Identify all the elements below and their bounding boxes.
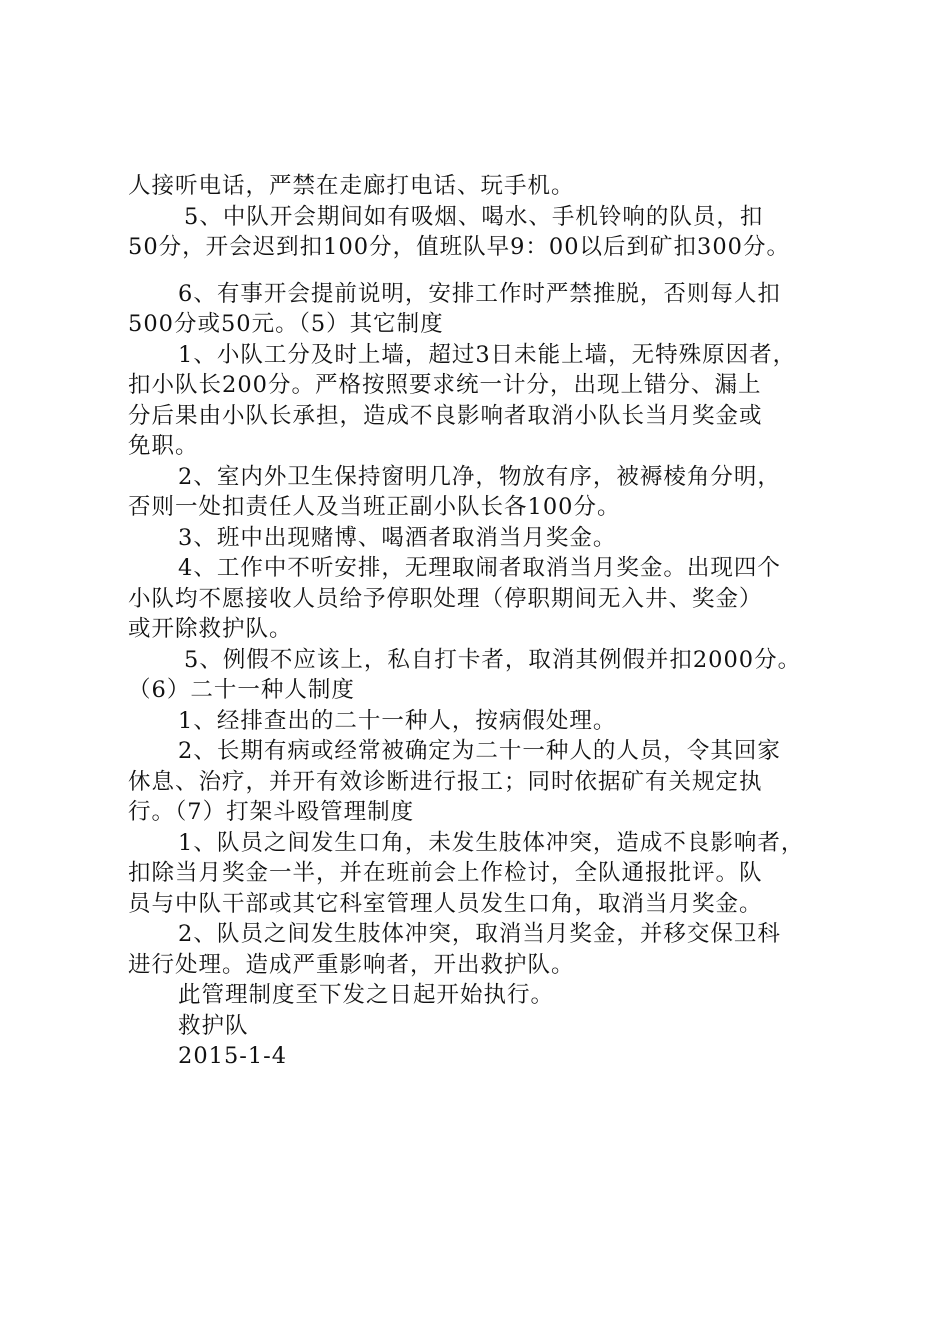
text-line: 此管理制度至下发之日起开始执行。 [178, 982, 555, 1008]
text-line: 2、长期有病或经常被确定为二十一种人的人员，令其回家 [178, 738, 781, 764]
text-line: 扣除当月奖金一半，并在班前会上作检讨，全队通报批评。队 [128, 860, 763, 886]
signature-date: 2015-1-4 [178, 1043, 288, 1069]
text-line: 4、工作中不听安排，无理取闹者取消当月奖金。出现四个 [178, 555, 781, 581]
text-line: 5、例假不应该上，私自打卡者，取消其例假并扣2000分。 [184, 646, 802, 673]
text-line: 员与中队干部或其它科室管理人员发生口角，取消当月奖金。 [128, 890, 763, 917]
text-line: 3、班中出现赌博、喝酒者取消当月奖金。 [178, 524, 617, 551]
text-line: 休息、治疗，并开有效诊断进行报工；同时依据矿有关规定执 [128, 768, 763, 795]
text-line: 2、队员之间发生肢体冲突，取消当月奖金，并移交保卫科 [178, 921, 781, 947]
text-line: 或开除救护队。 [128, 616, 293, 642]
text-line: 免职。 [128, 433, 199, 459]
text-line: 1、队员之间发生口角，未发生肢体冲突，造成不良影响者， [178, 829, 805, 856]
text-line: 进行处理。造成严重影响者，开出救护队。 [128, 951, 575, 978]
text-line: 500分或50元。（5）其它制度 [128, 311, 444, 337]
text-line: 否则一处扣责任人及当班正副小队长各100分。 [128, 494, 621, 520]
text-line: 小队均不愿接收人员给予停职处理（停职期间无入井、奖金） [128, 585, 763, 612]
paragraph-gap [128, 263, 844, 279]
signature-org: 救护队 [178, 1012, 249, 1039]
text-line: 人接听电话，严禁在走廊打电话、玩手机。 [128, 173, 575, 199]
text-line: 5、中队开会期间如有吸烟、喝水、手机铃响的队员，扣 [184, 203, 764, 230]
text-line: 扣小队长200分。严格按照要求统一计分，出现上错分、漏上 [128, 372, 762, 398]
document-body [128, 171, 844, 1072]
text-line: 50分，开会迟到扣100分，值班队早9：00以后到矿扣300分。 [128, 234, 790, 260]
text-line: 1、小队工分及时上墙，超过3日未能上墙，无特殊原因者， [178, 341, 797, 368]
text-line: 6、有事开会提前说明，安排工作时严禁推脱，否则每人扣 [178, 280, 781, 307]
text-line: 1、经排查出的二十一种人，按病假处理。 [178, 707, 617, 734]
text-line: 2、室内外卫生保持窗明几净，物放有序，被褥棱角分明， [178, 463, 781, 490]
text-line: 行。（7）打架斗殴管理制度 [128, 799, 415, 825]
section-heading: （6）二十一种人制度 [128, 677, 355, 703]
text-line: 分后果由小队长承担，造成不良影响者取消小队长当月奖金或 [128, 402, 763, 429]
